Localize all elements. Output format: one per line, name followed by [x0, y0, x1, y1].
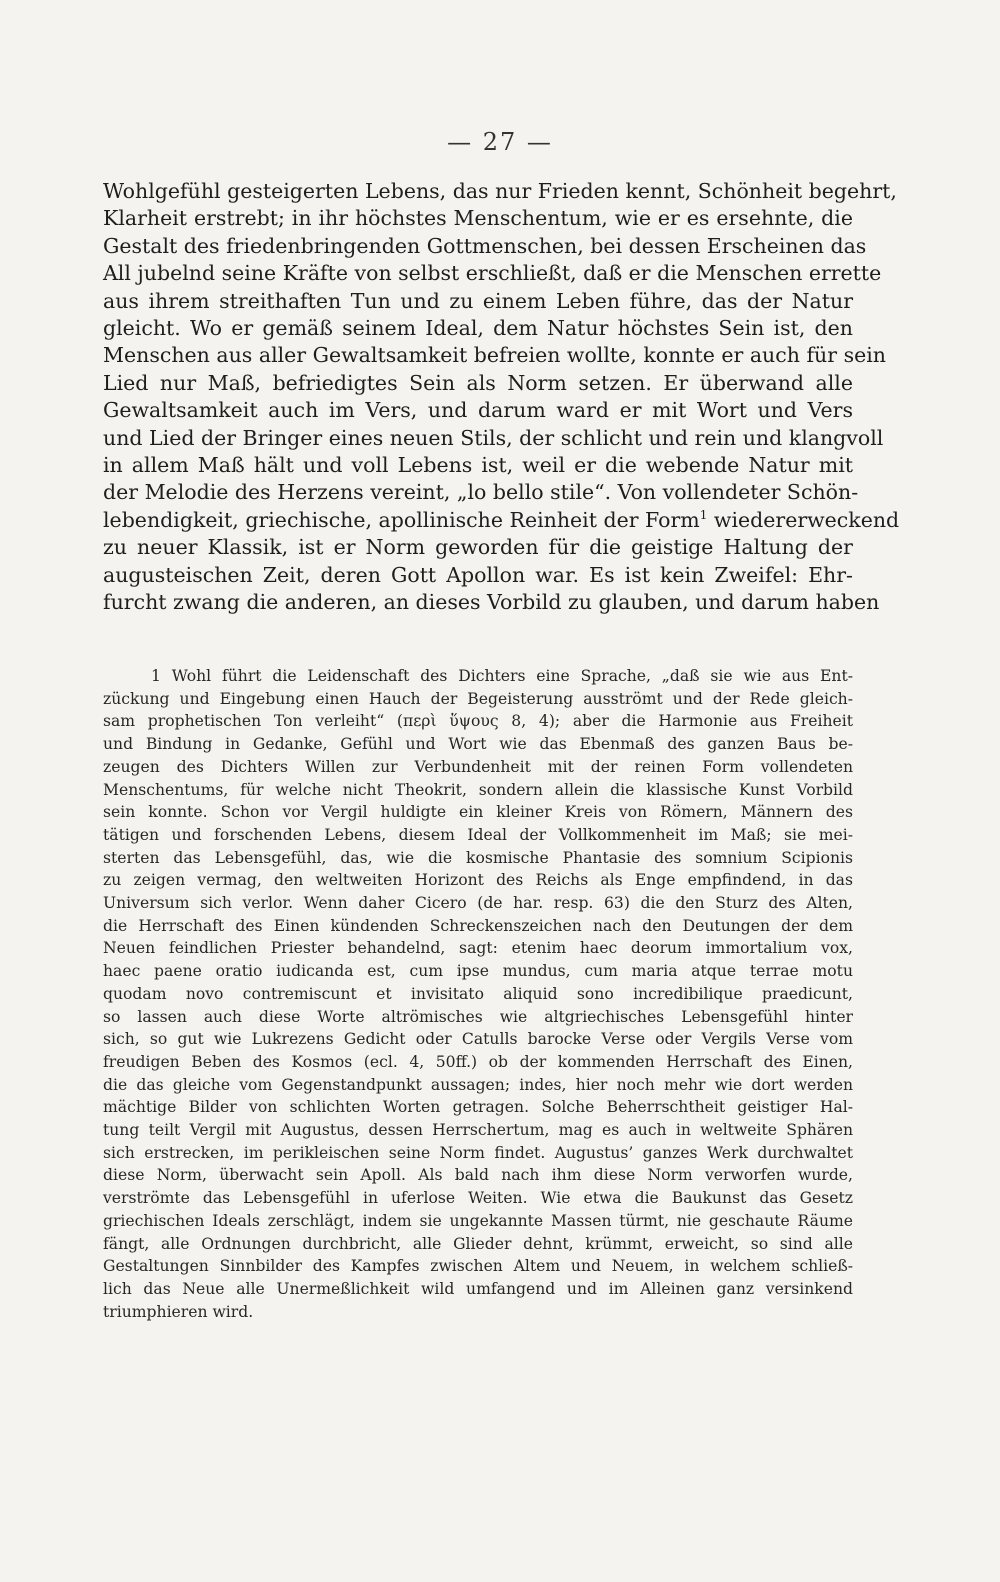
footnote-line: so lassen auch diese Worte altrömisches wie altgriechisches Lebensgefühl hinter	[103, 1007, 853, 1026]
body-line: All jubelnd seine Kräfte von selbst erschließt, daß er die Menschen errette	[103, 261, 882, 286]
body-line: in allem Maß hält und voll Lebens ist, weil er die webende Natur mit	[103, 453, 853, 478]
footnote-line: sein konnte. Schon vor Vergil huldigte ein kleiner Kreis von Römern, Männern des	[103, 803, 853, 822]
footnote-line: verströmte das Lebensgefühl in uferlose Weiten. Wie etwa die Baukunst das Gesetz	[103, 1189, 853, 1208]
footnote-line: die Herrschaft des Einen kündenden Schreckenszeichen nach den Deutungen der dem	[103, 916, 853, 935]
footnote-line: und Bindung in Gedanke, Gefühl und Wort wie das Ebenmaß des ganzen Baus be-	[103, 735, 853, 754]
footnote-reference: 1	[699, 508, 708, 523]
body-line: zu neuer Klassik, ist er Norm geworden für die geistige Haltung der	[103, 535, 853, 560]
body-line: Menschen aus aller Gewaltsamkeit befreien wollte, konnte er auch für sein	[103, 343, 886, 368]
body-line: furcht zwang die anderen, an dieses Vorbild zu glauben, und darum haben	[103, 590, 880, 615]
footnote-line: diese Norm, überwacht sein Apoll. Als bald nach ihm diese Norm verworfen wurde,	[103, 1166, 853, 1185]
body-line: Wohlgefühl gesteigerten Lebens, das nur Frieden kennt, Schönheit begehrt,	[103, 179, 897, 203]
footnote-line: triumphieren wird.	[103, 1302, 254, 1321]
footnote-line: fängt, alle Ordnungen durchbricht, alle Glieder dehnt, krümmt, erweicht, so sind alle	[103, 1234, 853, 1253]
footnote-line: mächtige Bilder von schlichten Worten getragen. Solche Beherrschtheit geistiger Hal-	[103, 1098, 853, 1117]
footnote-line: lich das Neue alle Unermeßlichkeit wild umfangend und im Alleinen ganz versinkend	[103, 1279, 853, 1298]
footnote-number: 1	[151, 667, 161, 685]
footnote-line: Menschentums, für welche nicht Theokrit, sondern allein die klassische Kunst Vorbild	[103, 780, 853, 799]
footnote-line: die das gleiche vom Gegenstandpunkt aussagen; indes, hier noch mehr wie dort werden	[103, 1075, 853, 1094]
body-line: aus ihrem streithaften Tun und zu einem Leben führe, das der Natur	[103, 288, 853, 313]
footnote-line: Universum sich verlor. Wenn daher Cicero (de har. resp. 63) die den Sturz des Alten,	[103, 894, 853, 913]
footnote-line: zu zeigen vermag, den weltweiten Horizont des Reichs als Enge empfindend, in das	[103, 871, 853, 890]
body-line-text: lebendigkeit, griechische, apollinische Reinheit der Form	[103, 507, 700, 532]
body-line: und Lied der Bringer eines neuen Stils, der schlicht und rein und klangvoll	[103, 425, 884, 450]
footnote-line: freudigen Beben des Kosmos (ecl. 4, 50ff.) ob der kommenden Herrschaft des Einen,	[103, 1052, 853, 1071]
body-line-text: wiedererweckend	[707, 507, 900, 532]
footnote-line: haec paene oratio iudicanda est, cum ipse mundus, cum maria atque terrae motu	[103, 962, 853, 981]
body-line: Klarheit erstrebt; in ihr höchstes Menschentum, wie er es ersehnte, die	[103, 206, 853, 231]
body-line	[103, 507, 900, 534]
body-line: augusteischen Zeit, deren Gott Apollon war. Es ist kein Zweifel: Ehr-	[103, 562, 853, 587]
footnote-line: tung teilt Vergil mit Augustus, dessen Herrschertum, mag es auch in weltweite Sphären	[103, 1121, 853, 1140]
footnote-line: tätigen und forschenden Lebens, diesem Ideal der Vollkommenheit im Maß; sie mei-	[103, 825, 853, 844]
footnote-line: zeugen des Dichters Willen zur Verbundenheit mit der reinen Form vollendeten	[103, 757, 853, 776]
footnote-line: sterten das Lebensgefühl, das, wie die kosmische Phantasie des somnium Scipionis	[103, 848, 853, 867]
footnote-line: sich erstrecken, im perikleischen seine Norm findet. Augustus’ ganzes Werk durchwaltet	[103, 1143, 853, 1162]
footnote-line: Gestaltungen Sinnbilder des Kampfes zwischen Altem und Neuem, in welchem schließ-	[103, 1257, 853, 1276]
footnote-line: Neuen feindlichen Priester behandelnd, sagt: etenim haec deorum immortalium vox,	[103, 939, 853, 958]
footnote-line: zückung und Eingebung einen Hauch der Begeisterung ausströmt und der Rede gleich-	[103, 689, 853, 708]
body-line: gleicht. Wo er gemäß seinem Ideal, dem Natur höchstes Sein ist, den	[103, 316, 853, 341]
footnote-line: sich, so gut wie Lukrezens Gedicht oder Catulls barocke Verse oder Vergils Verse vom	[103, 1030, 853, 1049]
body-text	[103, 178, 900, 617]
body-line: Gestalt des friedenbringenden Gottmenschen, bei dessen Erscheinen das	[103, 233, 867, 258]
footnote-line	[103, 665, 853, 688]
footnote-line: sam prophetischen Ton verleiht“ (περὶ ὕψους 8, 4); aber die Harmonie aus Freiheit	[103, 712, 853, 731]
body-line: der Melodie des Herzens vereint, „lo bello stile“. Von vollendeter Schön-	[103, 480, 859, 505]
footnote-line: quodam novo contremiscunt et invisitato aliquid sono incredibilique praedicunt,	[103, 984, 853, 1003]
footnote-line-text: Wohl führt die Leidenschaft des Dichters eine Sprache, „daß sie wie aus Ent-	[171, 667, 853, 685]
body-line: Gewaltsamkeit auch im Vers, und darum ward er mit Wort und Vers	[103, 398, 853, 423]
page-number: — 27 —	[447, 128, 553, 156]
footnote	[103, 665, 853, 1323]
body-line: Lied nur Maß, befriedigtes Sein als Norm setzen. Er überwand alle	[103, 370, 853, 395]
footnote-line: griechischen Ideals zerschlägt, indem sie ungekannte Massen türmt, nie geschaute Räume	[103, 1211, 853, 1230]
